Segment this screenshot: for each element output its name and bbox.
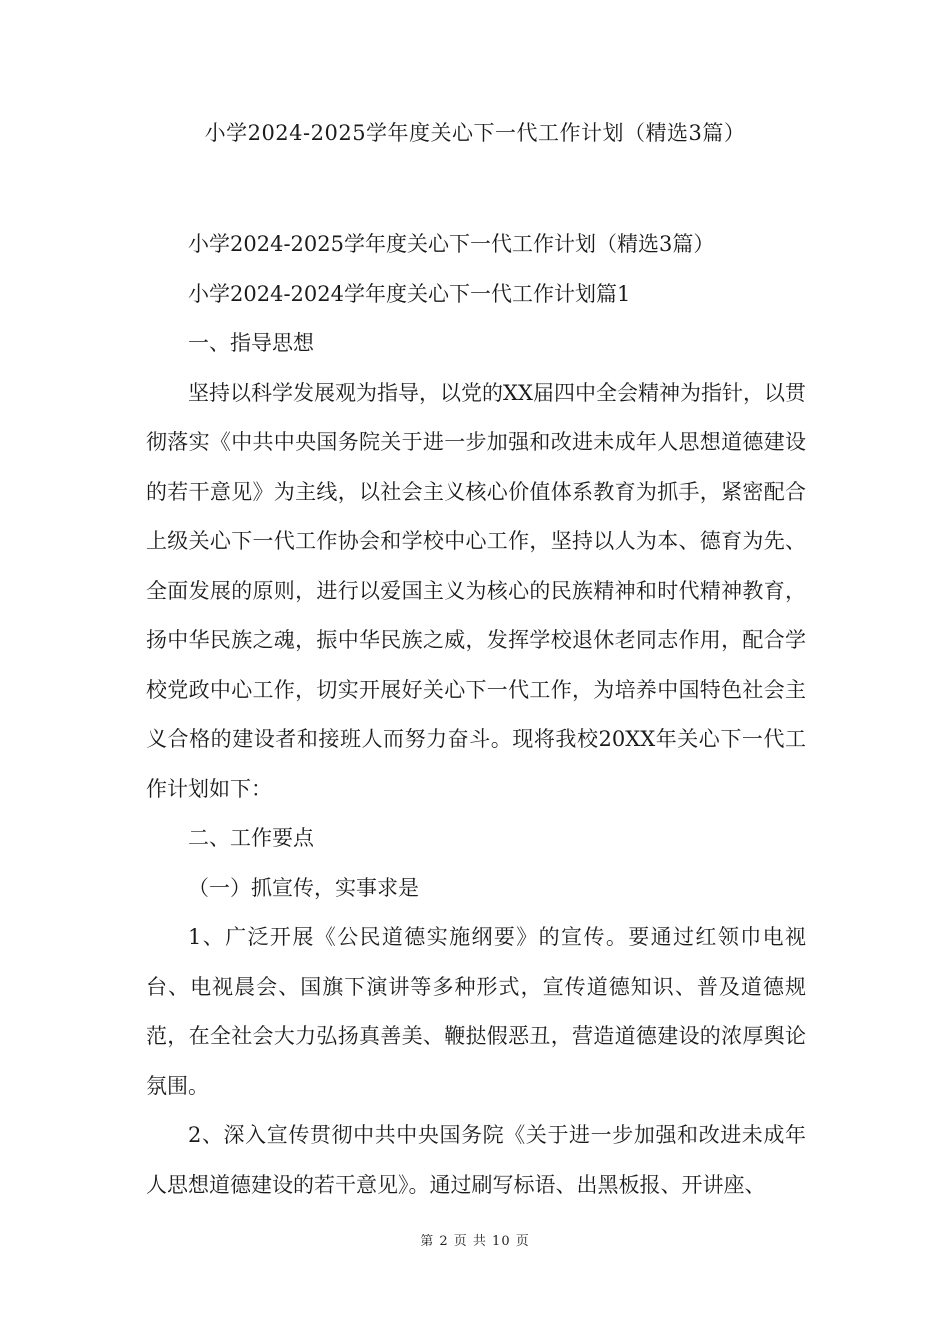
section-heading: 二、工作要点 — [188, 826, 314, 850]
paragraph: 小学2024-2025学年度关心下一代工作计划（精选3篇） — [188, 232, 715, 256]
document-body — [146, 220, 806, 1210]
paragraph: 1、广泛开展《公民道德实施纲要》的宣传。要通过红领巾电视台、电视晨会、国旗下演讲等多种形式，宣传道德知识、普及道德规范，在全社会大力弘扬真善美、鞭挞假恶丑，营造道德建设的浓厚舆论氛围。 — [146, 925, 806, 1098]
page-number-footer: 第 2 页 共 10 页 — [420, 1234, 530, 1249]
paragraph: 2、深入宣传贯彻中共中央国务院《关于进一步加强和改进未成年人思想道德建设的若干意见》。通过刷写标语、出黑板报、开讲座、 — [146, 1123, 806, 1197]
subsection-heading: （一）抓宣传，实事求是 — [188, 875, 419, 900]
paragraph: 坚持以科学发展观为指导，以党的XX届四中全会精神为指针，以贯彻落实《中共中央国务院关于进一步加强和改进未成年人思想道德建设的若干意见》为主线，以社会主义核心价值体系教育为抓手，紧密配合上级关心下一代工作协会和学校中心工作，坚持以人为本、德育为先、全面发展的原则，进行以爱国主义为核心的民族精神和时代精神教育，扬中华民族之魂，振中华民族之威，发挥学校退休老同志作用，配合学校党政中心工作，切实开展好关心下一代工作，为培养中国特色社会主义合格的建设者和接班人而努力奋斗。现将我校20XX年关心下一代工作计划如下： — [146, 380, 806, 801]
document-title: 小学2024-2025学年度关心下一代工作计划（精选3篇） — [204, 121, 746, 145]
paragraph: 小学2024-2024学年度关心下一代工作计划篇1 — [188, 281, 631, 306]
section-heading: 一、指导思想 — [188, 331, 314, 355]
